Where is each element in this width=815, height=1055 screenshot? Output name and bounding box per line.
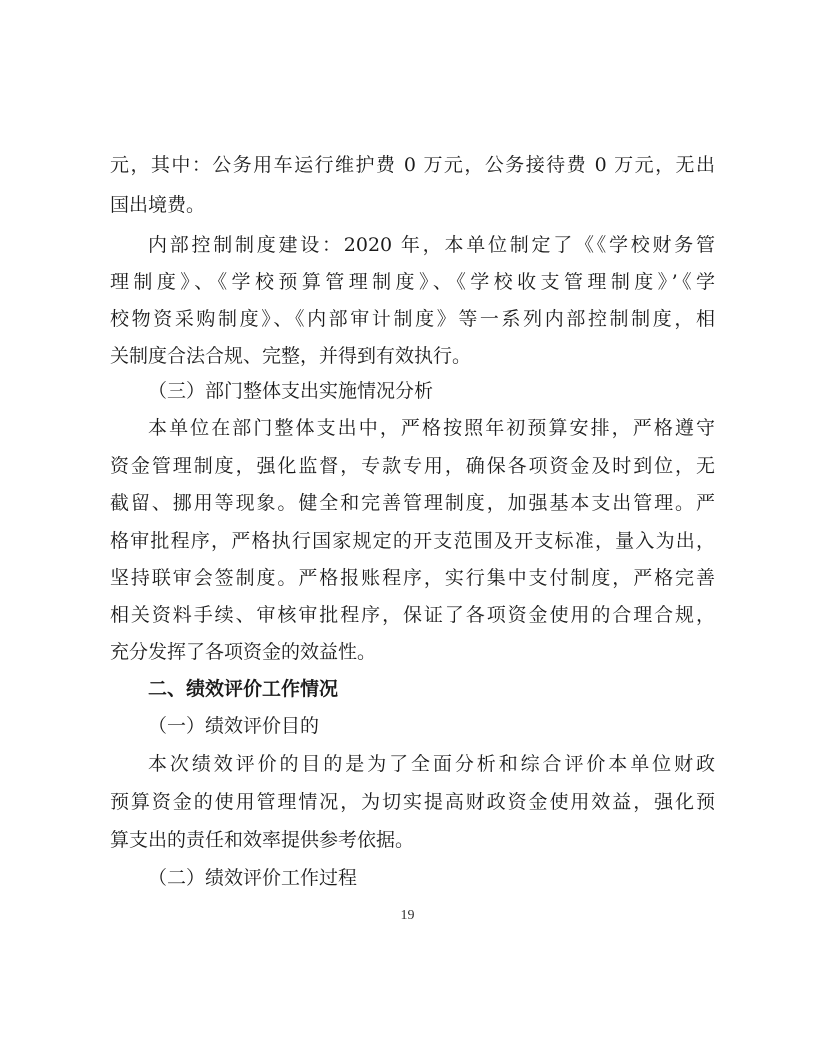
paragraph-line: 截留、挪用等现象。健全和完善管理制度，加强基本支出管理。严 — [110, 492, 715, 514]
paragraph-line: 算支出的责任和效率提供参考依据。 — [110, 829, 415, 851]
paragraph-line: 元，其中：公务用车运行维护费 0 万元，公务接待费 0 万元，无出 — [110, 154, 715, 176]
paragraph-line: 本单位在部门整体支出中，严格按照年初预算安排，严格遵守 — [148, 417, 715, 439]
paragraph-line: 内部控制制度建设：2020 年，本单位制定了《《学校财务管 — [148, 234, 715, 256]
section-subheading: （一）绩效评价目的 — [148, 715, 320, 737]
paragraph-line: 国出境费。 — [110, 194, 206, 216]
paragraph-line: 格审批程序，严格执行国家规定的开支范围及开支标准，量入为出， — [110, 530, 715, 552]
paragraph-line: 预算资金的使用管理情况，为切实提高财政资金使用效益，强化预 — [110, 791, 715, 813]
paragraph-line: 相关资料手续、审核审批程序，保证了各项资金使用的合理合规， — [110, 604, 715, 626]
paragraph-line: 坚持联审会签制度。严格报账程序，实行集中支付制度，严格完善 — [110, 567, 715, 589]
section-heading: 二、绩效评价工作情况 — [148, 678, 339, 700]
paragraph-line: 资金管理制度，强化监督，专款专用，确保各项资金及时到位，无 — [110, 455, 715, 477]
section-subheading: （三）部门整体支出实施情况分析 — [148, 380, 434, 402]
paragraph-line: 本次绩效评价的目的是为了全面分析和综合评价本单位财政 — [148, 753, 715, 775]
paragraph-line: 充分发挥了各项资金的效益性。 — [110, 641, 377, 663]
section-subheading: （二）绩效评价工作过程 — [148, 867, 358, 889]
paragraph-line: 校物资采购制度》、《内部审计制度》等一系列内部控制制度，相 — [110, 308, 715, 330]
page-number: 19 — [400, 908, 415, 923]
paragraph-line: 理制度》、《学校预算管理制度》、《学校收支管理制度》’《学 — [110, 271, 715, 293]
paragraph-line: 关制度合法合规、完整，并得到有效执行。 — [110, 345, 472, 367]
